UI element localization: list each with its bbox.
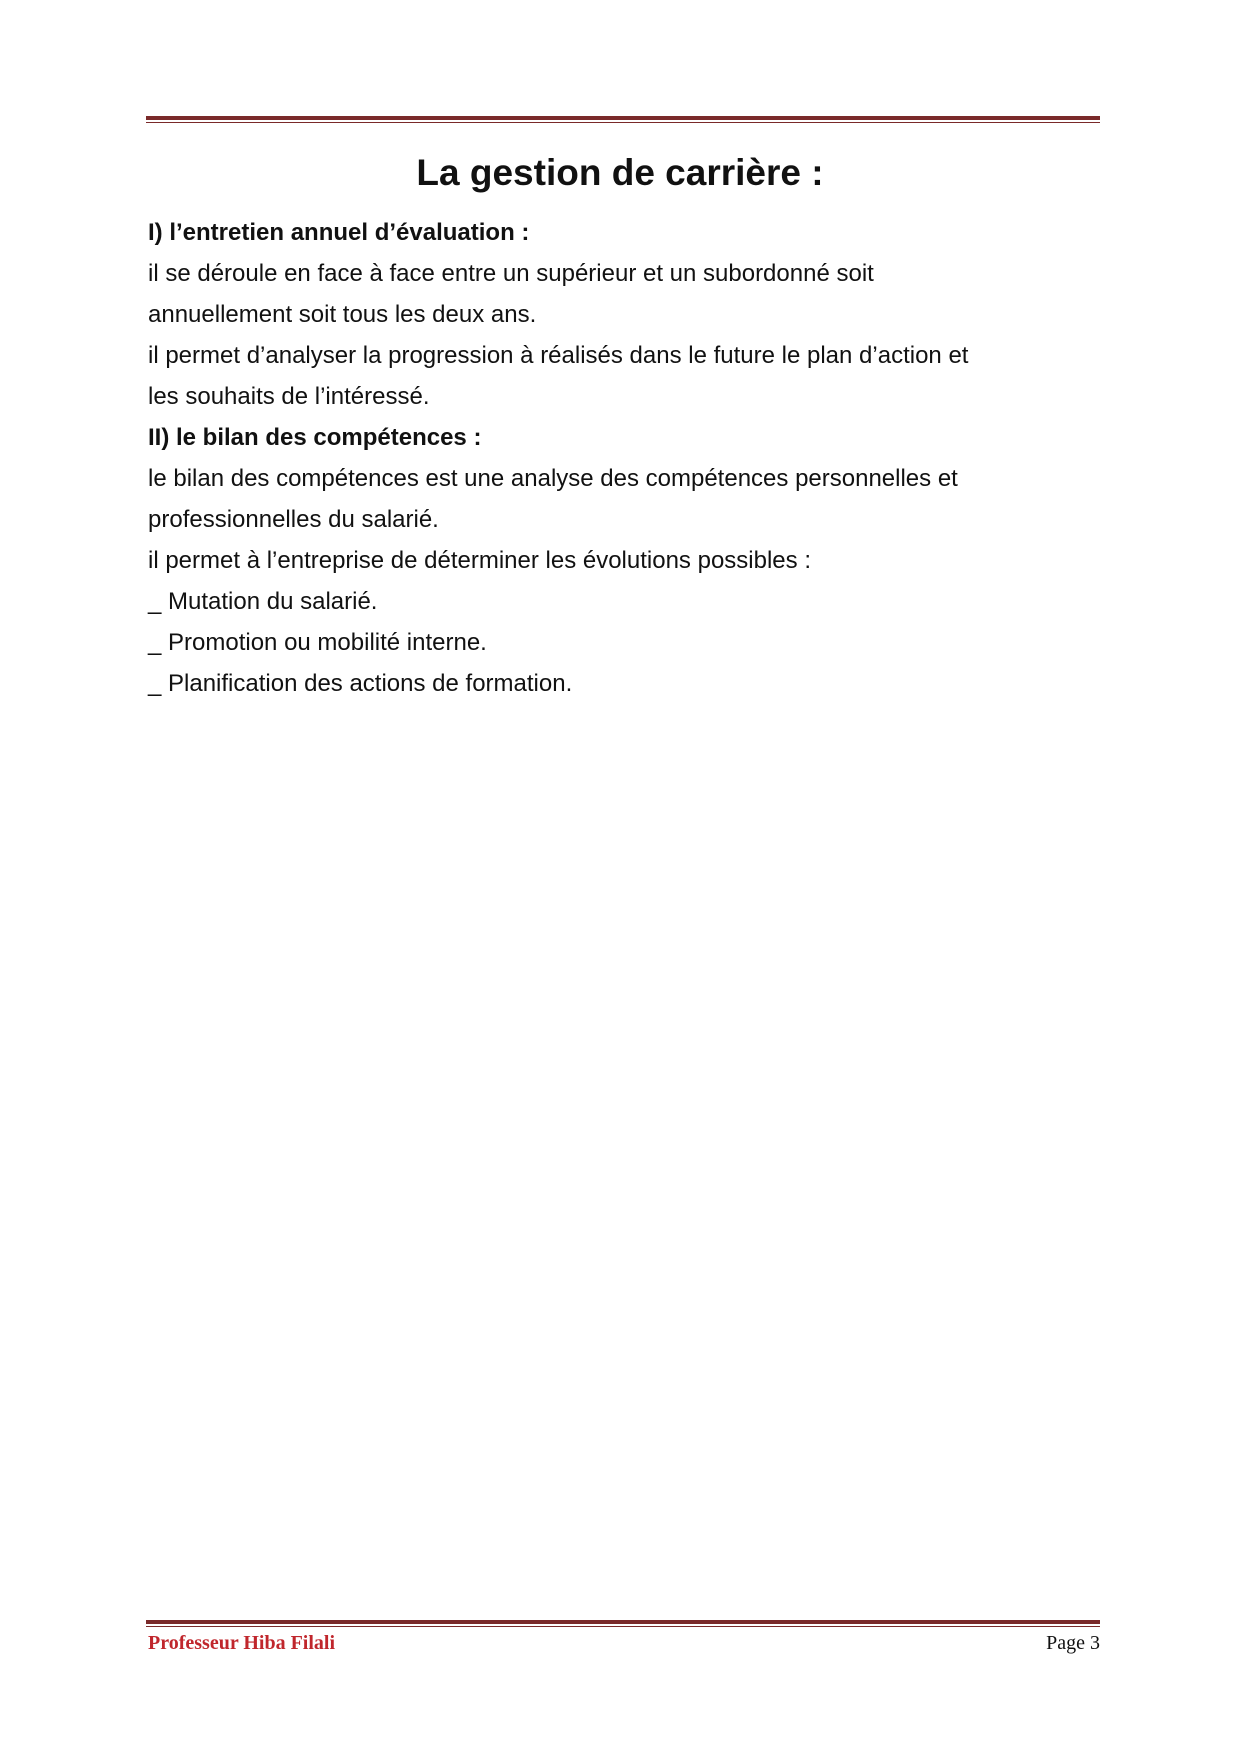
- document-body: [148, 212, 1098, 704]
- page-number: Page 3: [1046, 1632, 1100, 1654]
- section-heading-bilan: II) le bilan des compétences :: [148, 424, 482, 451]
- section-heading-entretien: I) l’entretien annuel d’évaluation :: [148, 219, 530, 246]
- list-item: _ Mutation du salarié.: [148, 588, 378, 615]
- paragraph-line: les souhaits de l’intéressé.: [148, 383, 430, 410]
- list-item: _ Promotion ou mobilité interne.: [148, 629, 487, 656]
- list-item: _ Planification des actions de formation.: [148, 670, 573, 697]
- footer-author: Professeur Hiba Filali: [148, 1632, 336, 1654]
- page-title: La gestion de carrière :: [416, 152, 824, 193]
- paragraph-line: annuellement soit tous les deux ans.: [148, 301, 537, 328]
- paragraph-line: il se déroule en face à face entre un supérieur et un subordonné soit: [148, 260, 874, 287]
- paragraph-line: il permet à l’entreprise de déterminer les évolutions possibles :: [148, 547, 811, 574]
- paragraph-line: le bilan des compétences est une analyse des compétences personnelles et: [148, 465, 958, 492]
- header-rule: [146, 116, 1100, 123]
- paragraph-line: il permet d’analyser la progression à réalisés dans le future le plan d’action et: [148, 342, 969, 369]
- footer-rule: [146, 1620, 1100, 1627]
- paragraph-line: professionnelles du salarié.: [148, 506, 439, 533]
